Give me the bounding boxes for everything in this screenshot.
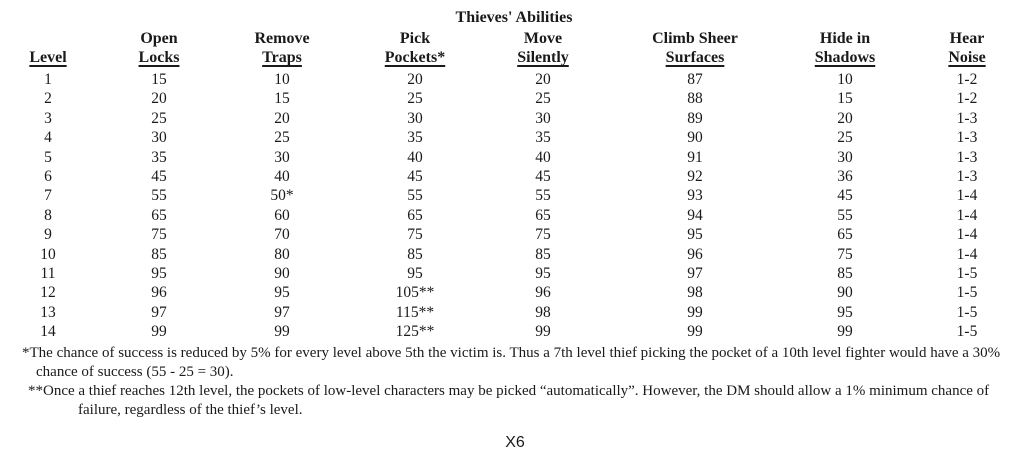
- cell-move_silently: 25: [535, 90, 551, 108]
- column-header-hear_noise: Noise: [948, 49, 986, 66]
- footnote-1: *The chance of success is reduced by 5% for every level above 5th the victim is. Thus a 7th level thief picking the pocket of a 10th level fighter would have a 30% chance of success (55 - 25 = 30).: [22, 345, 1001, 380]
- cell-remove_traps: 80: [274, 245, 290, 263]
- cell-pick_pockets: 40: [407, 148, 423, 166]
- cell-move_silently: 45: [535, 168, 551, 185]
- cell-climb_sheer: 94: [687, 206, 703, 224]
- cell-open_locks: 96: [151, 284, 167, 302]
- table-row: [0, 245, 1024, 264]
- cell-remove_traps: 30: [274, 148, 290, 166]
- cell-climb_sheer: 99: [687, 323, 703, 341]
- column-header-hide_shadows: Shadows: [814, 49, 876, 66]
- cell-climb_sheer: 92: [687, 168, 703, 185]
- cell-open_locks: 30: [151, 129, 167, 147]
- cell-move_silently: 95: [535, 265, 551, 282]
- cell-pick_pockets: 30: [407, 109, 423, 127]
- cell-open_locks: 97: [151, 303, 167, 321]
- cell-level: 3: [44, 109, 52, 127]
- cell-move_silently: 35: [535, 129, 551, 147]
- table-row: [0, 70, 1024, 89]
- column-header-climb_sheer-line2: [666, 48, 725, 67]
- cell-remove_traps: 70: [274, 226, 290, 244]
- table-row: [0, 186, 1024, 205]
- table-row: [0, 89, 1024, 108]
- cell-climb_sheer: 90: [687, 129, 703, 147]
- table-row: [0, 148, 1024, 167]
- column-header-open_locks-line2: [139, 48, 180, 67]
- cell-hide_shadows: 25: [837, 129, 853, 147]
- cell-move_silently: 40: [535, 148, 551, 166]
- cell-remove_traps: 97: [274, 303, 290, 321]
- cell-level: 10: [40, 245, 56, 263]
- cell-move_silently: 55: [535, 187, 551, 205]
- cell-hear_noise: 1-5: [956, 265, 978, 282]
- cell-remove_traps: 10: [274, 71, 290, 88]
- cell-climb_sheer: 98: [687, 284, 703, 302]
- cell-hide_shadows: 65: [837, 226, 853, 244]
- cell-pick_pockets: 65: [407, 206, 423, 224]
- cell-move_silently: 20: [535, 71, 551, 88]
- column-header-move_silently-line1: Move: [523, 30, 563, 47]
- cell-level: 2: [44, 90, 52, 108]
- cell-open_locks: 35: [151, 148, 167, 166]
- table-title: Thieves' Abilities: [455, 9, 573, 26]
- cell-open_locks: 85: [151, 245, 167, 263]
- cell-move_silently: 75: [535, 226, 551, 244]
- cell-hear_noise: 1-4: [956, 187, 978, 205]
- cell-hide_shadows: 99: [837, 323, 853, 341]
- cell-remove_traps: 25: [274, 129, 290, 147]
- cell-move_silently: 85: [535, 245, 551, 263]
- cell-pick_pockets: 115**: [395, 303, 435, 321]
- table-row: [0, 322, 1024, 341]
- column-header-remove_traps-line2: [262, 48, 302, 67]
- column-header-open_locks-line1: Open: [140, 30, 178, 47]
- cell-hear_noise: 1-2: [956, 71, 978, 88]
- cell-hear_noise: 1-4: [956, 245, 978, 263]
- cell-open_locks: 45: [151, 168, 167, 185]
- cell-level: 4: [44, 129, 52, 147]
- table-row: [0, 264, 1024, 283]
- table-row: [0, 283, 1024, 302]
- cell-open_locks: 55: [151, 187, 167, 205]
- cell-open_locks: 75: [151, 226, 167, 244]
- cell-hide_shadows: 15: [837, 90, 853, 108]
- cell-pick_pockets: 85: [407, 245, 423, 263]
- cell-pick_pockets: 45: [407, 168, 423, 185]
- cell-level: 5: [44, 148, 52, 166]
- table-row: [0, 109, 1024, 128]
- cell-move_silently: 30: [535, 109, 551, 127]
- cell-climb_sheer: 87: [687, 71, 703, 88]
- cell-pick_pockets: 25: [407, 90, 423, 108]
- cell-open_locks: 20: [151, 90, 167, 108]
- cell-hide_shadows: 20: [837, 109, 853, 127]
- column-header-remove_traps: Traps: [262, 49, 302, 66]
- cell-hide_shadows: 36: [837, 168, 853, 185]
- cell-hear_noise: 1-5: [956, 323, 978, 341]
- table-row: [0, 128, 1024, 147]
- cell-remove_traps: 50*: [270, 187, 294, 205]
- cell-climb_sheer: 96: [687, 245, 703, 263]
- cell-level: 12: [40, 284, 56, 302]
- cell-open_locks: 65: [151, 206, 167, 224]
- cell-hear_noise: 1-5: [956, 303, 978, 321]
- cell-climb_sheer: 95: [687, 226, 703, 244]
- cell-remove_traps: 99: [274, 323, 290, 341]
- cell-climb_sheer: 88: [687, 90, 703, 108]
- cell-hide_shadows: 85: [837, 265, 853, 282]
- cell-pick_pockets: 55: [407, 187, 423, 205]
- cell-move_silently: 98: [535, 303, 551, 321]
- cell-open_locks: 15: [151, 71, 167, 88]
- cell-level: 13: [40, 303, 56, 321]
- cell-hear_noise: 1-3: [956, 148, 978, 166]
- cell-climb_sheer: 97: [687, 265, 703, 282]
- column-header-hide_shadows-line1: Hide in: [819, 30, 871, 47]
- cell-hide_shadows: 10: [837, 71, 853, 88]
- table-row: [0, 167, 1024, 186]
- table-row: [0, 303, 1024, 322]
- cell-hide_shadows: 90: [837, 284, 853, 302]
- cell-pick_pockets: 125**: [395, 323, 435, 341]
- cell-hide_shadows: 95: [837, 303, 853, 321]
- table-row: [0, 225, 1024, 244]
- cell-pick_pockets: 75: [407, 226, 423, 244]
- page-number: X6: [505, 434, 525, 451]
- table-row: [0, 206, 1024, 225]
- cell-hear_noise: 1-3: [956, 168, 978, 185]
- cell-move_silently: 99: [535, 323, 551, 341]
- cell-level: 6: [44, 168, 52, 185]
- cell-move_silently: 65: [535, 206, 551, 224]
- cell-hide_shadows: 75: [837, 245, 853, 263]
- column-header-move_silently: Silently: [517, 49, 569, 66]
- cell-level: 9: [44, 226, 52, 244]
- cell-climb_sheer: 91: [687, 148, 703, 166]
- cell-hear_noise: 1-2: [956, 90, 978, 108]
- cell-remove_traps: 60: [274, 206, 290, 224]
- column-header-remove_traps-line1: Remove: [254, 30, 310, 47]
- cell-remove_traps: 15: [274, 90, 290, 108]
- column-header-level-line2: [29, 48, 66, 67]
- cell-remove_traps: 90: [274, 265, 290, 282]
- cell-hide_shadows: 30: [837, 148, 853, 166]
- cell-move_silently: 96: [535, 284, 551, 302]
- column-header-pick_pockets-line1: Pick: [399, 30, 431, 47]
- cell-hear_noise: 1-4: [956, 206, 978, 224]
- column-header-hear_noise-line2: [948, 48, 985, 67]
- cell-climb_sheer: 89: [687, 109, 703, 127]
- cell-open_locks: 25: [151, 109, 167, 127]
- column-header-level: Level: [29, 49, 67, 66]
- column-header-hide_shadows-line2: [815, 48, 875, 67]
- column-header-climb_sheer: Surfaces: [665, 49, 725, 66]
- cell-climb_sheer: 93: [687, 187, 703, 205]
- cell-level: 7: [44, 187, 52, 205]
- column-header-pick_pockets-line2: [385, 48, 445, 67]
- cell-hear_noise: 1-4: [956, 226, 978, 244]
- cell-remove_traps: 95: [274, 284, 290, 302]
- cell-hear_noise: 1-3: [956, 129, 978, 147]
- column-header-climb_sheer-line1: Climb Sheer: [652, 30, 738, 47]
- cell-remove_traps: 40: [274, 168, 290, 185]
- cell-open_locks: 95: [151, 265, 167, 282]
- column-header-move_silently-line2: [517, 48, 569, 67]
- cell-hear_noise: 1-5: [956, 284, 978, 302]
- footnotes: [20, 344, 1010, 420]
- cell-pick_pockets: 35: [407, 129, 423, 147]
- column-header-pick_pockets: Pockets*: [384, 49, 446, 66]
- cell-remove_traps: 20: [274, 109, 290, 127]
- cell-hide_shadows: 55: [837, 206, 853, 224]
- cell-level: 14: [40, 323, 56, 341]
- cell-climb_sheer: 99: [687, 303, 703, 321]
- cell-hear_noise: 1-3: [956, 109, 978, 127]
- cell-pick_pockets: 20: [407, 71, 423, 88]
- cell-level: 1: [44, 71, 52, 88]
- cell-level: 11: [40, 265, 56, 282]
- footnote-2: **Once a thief reaches 12th level, the pockets of low-level characters may be picked “automatically”. However, the DM should allow a 1% minimum chance of failure, regardless of the thief’s level.: [28, 383, 990, 418]
- column-header-hear_noise-line1: Hear: [949, 30, 985, 47]
- cell-open_locks: 99: [151, 323, 167, 341]
- cell-hide_shadows: 45: [837, 187, 853, 205]
- cell-pick_pockets: 95: [407, 265, 423, 282]
- column-header-open_locks: Locks: [138, 49, 180, 66]
- cell-level: 8: [44, 206, 52, 224]
- cell-pick_pockets: 105**: [395, 284, 435, 302]
